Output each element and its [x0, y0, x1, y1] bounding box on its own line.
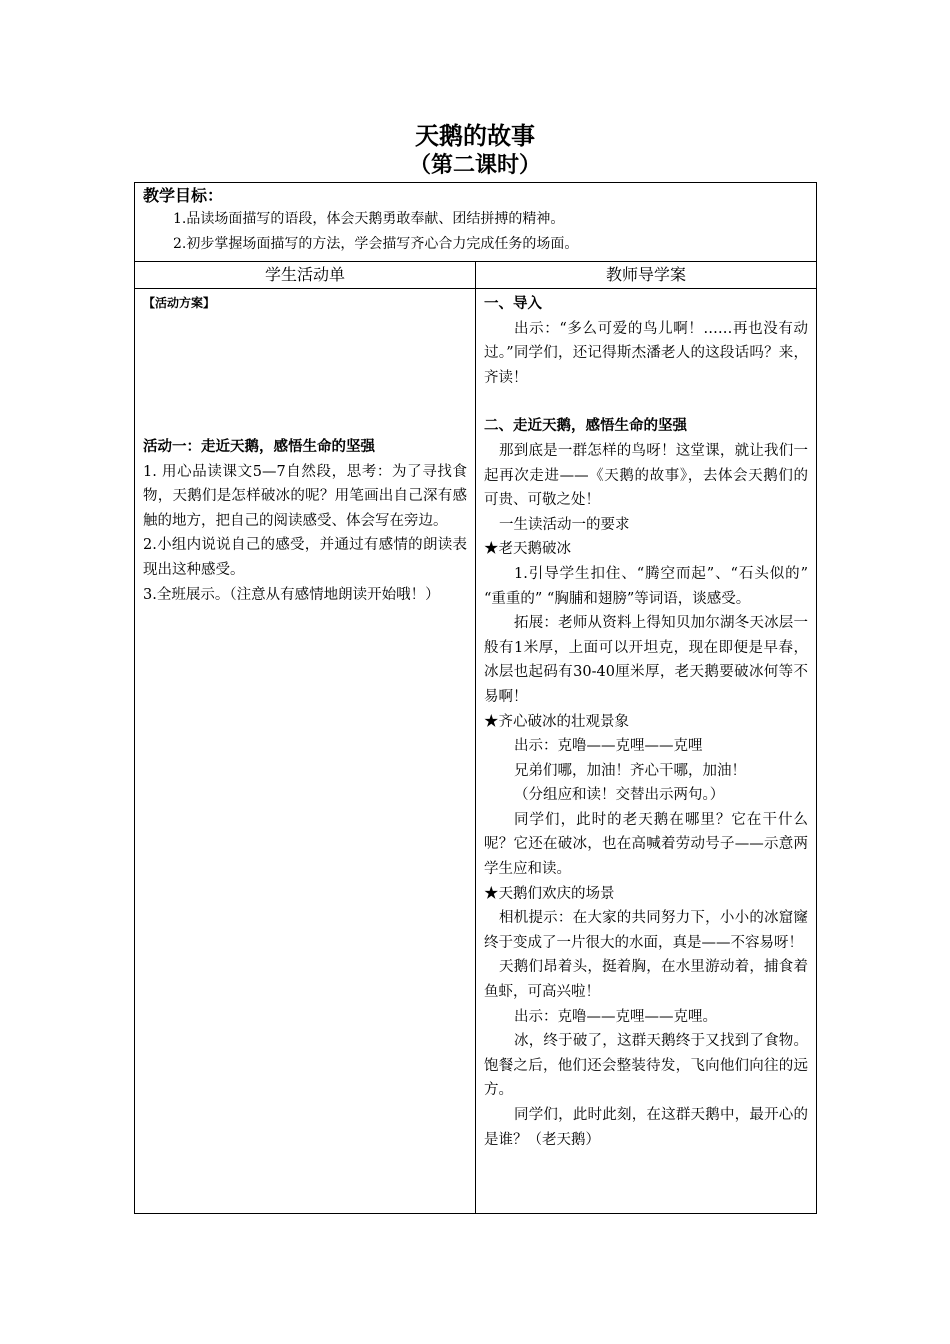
activity-item: 1. 用心品读课文5—7自然段，思考：为了寻找食物，天鹅们是怎样破冰的呢？用笔画出自己深有感触的地方，把自己的阅读感受、体会写在旁边。 — [143, 463, 467, 529]
goals-title: 教学目标： — [143, 186, 224, 205]
ice-breaking-cheer: 兄弟们哪，加油！齐心干哪，加油！ — [514, 762, 746, 779]
celebration-ice: 冰，终于破了，这群天鹅终于又找到了食物。饱餐之后，他们还会整装待发，飞向他们向往的远方。 — [484, 1033, 809, 1099]
section-two-read: 一生读活动一的要求 — [499, 516, 630, 533]
activity-item: 3.全班展示。（注意从有感情地朗读开始哦！） — [143, 586, 440, 603]
old-swan-guide: 1.引导学生扣住、“腾空而起”、“石头似的” “重重的” “胸脯和翅膀”等词语，谈感受。 — [484, 565, 809, 607]
star-heading-ice-breaking: ★齐心破冰的壮观景象 — [484, 713, 629, 730]
goals-row — [135, 183, 817, 262]
celebration-show: 出示：克噜——克哩——克哩。 — [514, 1008, 717, 1025]
goal-item: 2.初步掌握场面描写的方法，学会描写齐心合力完成任务的场面。 — [173, 236, 579, 252]
section-one-text: 出示：“多么可爱的鸟儿啊！……再也没有动过。”同学们，还记得斯杰潘老人的这段话吗？来，齐读！ — [484, 320, 809, 386]
section-one-title: 一、导入 — [484, 296, 542, 312]
old-swan-extension: 拓展：老师从资料上得知贝加尔湖冬天冰层一般有1米厚，上面可以开坦克，现在即便是早春，冰层也起码有30-40厘米厚，老天鹅要破冰何等不易啊！ — [484, 615, 809, 705]
section-two-title: 二、走近天鹅，感悟生命的坚强 — [484, 418, 687, 435]
lesson-plan-table — [134, 182, 817, 1214]
goals-cell — [135, 183, 817, 262]
celebration-hint: 相机提示：在大家的共同努力下，小小的冰窟窿终于变成了一片很大的水面，真是——不容易呀！ — [484, 910, 809, 951]
activity-plan-label: 【活动方案】 — [143, 296, 216, 310]
teacher-column-header: 教师导学案 — [476, 262, 817, 289]
section-two-intro: 那到底是一群怎样的鸟呀！这堂课，就让我们一起再次走进——《天鹅的故事》，去体会天鹅们的可贵、可敬之处！ — [484, 442, 809, 509]
student-column-header: 学生活动单 — [135, 262, 476, 289]
star-heading-celebration: ★天鹅们欢庆的场景 — [484, 885, 615, 902]
ice-breaking-show: 出示：克噜——克哩——克哩 — [514, 738, 703, 755]
goal-item: 1.品读场面描写的语段，体会天鹅勇敢奉献、团结拼搏的精神。 — [173, 211, 565, 227]
teacher-guide-cell — [476, 289, 817, 1214]
document-subtitle: （第二课时） — [408, 153, 541, 178]
celebration-question: 同学们，此时此刻，在这群天鹅中，最开心的是谁？（老天鹅） — [484, 1107, 809, 1148]
ice-breaking-question: 同学们，此时的老天鹅在哪里？它在干什么呢？它还在破冰，也在高喊着劳动号子——示意两学生应和读。 — [484, 811, 809, 878]
content-row — [135, 289, 817, 1214]
student-activity-cell — [135, 289, 476, 1214]
document-title: 天鹅的故事 — [415, 122, 535, 150]
celebration-swans: 天鹅们昂着头，挺着胸，在水里游动着，捕食着鱼虾，可高兴啦！ — [484, 959, 809, 1001]
ice-breaking-note: （分组应和读！交替出示两句。） — [514, 787, 725, 804]
star-heading-old-swan: ★老天鹅破冰 — [484, 541, 571, 558]
column-header-row — [135, 262, 817, 289]
activity-item: 2.小组内说说自己的感受，并通过有感情的朗读表现出这种感受。 — [143, 537, 467, 578]
activity-one-title: 活动一：走近天鹅，感悟生命的坚强 — [143, 439, 375, 455]
